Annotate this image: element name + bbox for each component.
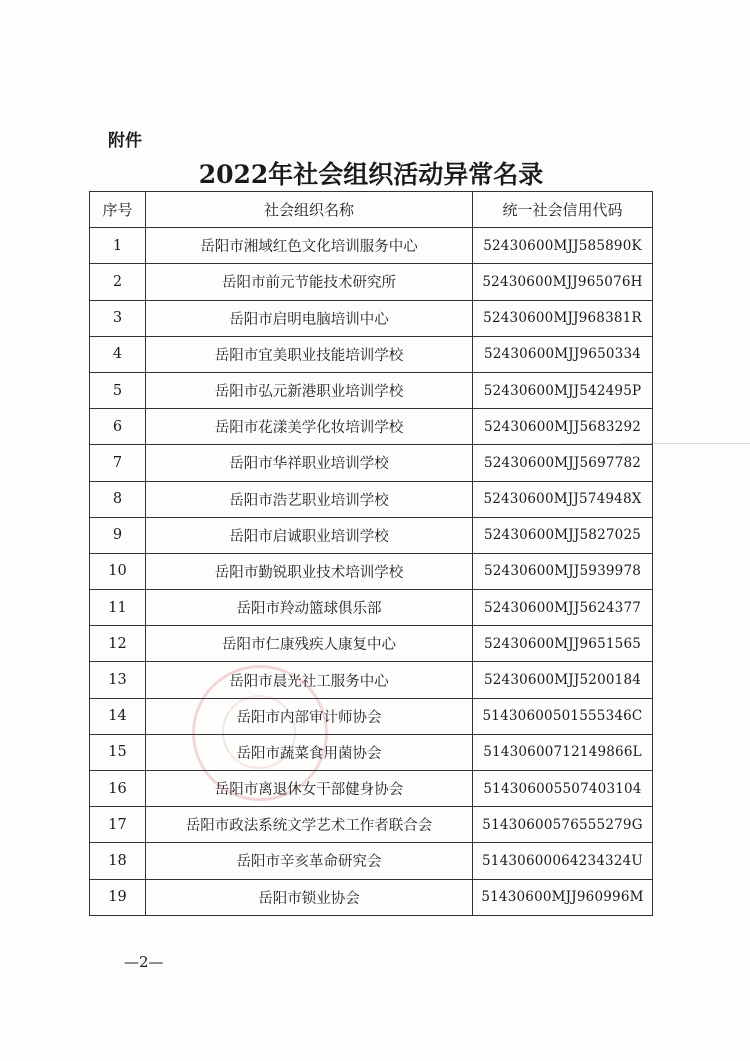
- cell-index: 10: [90, 553, 146, 589]
- table-header-row: [90, 192, 653, 228]
- cell-credit-code: 51430600576555279G: [473, 807, 653, 843]
- cell-credit-code: 52430600MJJ585890K: [473, 228, 653, 264]
- table-row: [90, 698, 653, 734]
- cell-index: 19: [90, 879, 146, 915]
- cell-credit-code: 52430600MJJ5200184: [473, 662, 653, 698]
- cell-index: 6: [90, 409, 146, 445]
- cell-credit-code: 51430600501555346C: [473, 698, 653, 734]
- table-row: [90, 734, 653, 770]
- cell-index: 18: [90, 843, 146, 879]
- table-row: [90, 626, 653, 662]
- cell-org-name: 岳阳市晨光社工服务中心: [146, 662, 473, 698]
- cell-org-name: 岳阳市启诚职业培训学校: [146, 517, 473, 553]
- cell-index: 12: [90, 626, 146, 662]
- table-row: [90, 445, 653, 481]
- cell-org-name: 岳阳市启明电脑培训中心: [146, 300, 473, 336]
- table-row: [90, 300, 653, 336]
- attachment-label: 附件: [108, 131, 142, 151]
- cell-org-name: 岳阳市前元节能技术研究所: [146, 264, 473, 300]
- abnormal-organizations-table: [89, 191, 653, 916]
- cell-credit-code: 51430600712149866L: [473, 734, 653, 770]
- cell-org-name: 岳阳市华祥职业培训学校: [146, 445, 473, 481]
- table-row: [90, 372, 653, 408]
- cell-index: 5: [90, 372, 146, 408]
- cell-index: 9: [90, 517, 146, 553]
- table-row: [90, 879, 653, 915]
- table-row: [90, 517, 653, 553]
- header-org-name: 社会组织名称: [146, 192, 473, 228]
- table-row: [90, 662, 653, 698]
- table-row: [90, 590, 653, 626]
- cell-index: 17: [90, 807, 146, 843]
- cell-credit-code: 52430600MJJ5827025: [473, 517, 653, 553]
- cell-credit-code: 52430600MJJ5697782: [473, 445, 653, 481]
- cell-credit-code: 52430600MJJ965076H: [473, 264, 653, 300]
- cell-index: 8: [90, 481, 146, 517]
- cell-org-name: 岳阳市湘域红色文化培训服务中心: [146, 228, 473, 264]
- table-row: [90, 553, 653, 589]
- cell-index: 15: [90, 734, 146, 770]
- table-row: [90, 228, 653, 264]
- cell-org-name: 岳阳市勤锐职业技术培训学校: [146, 553, 473, 589]
- cell-credit-code: 52430600MJJ9651565: [473, 626, 653, 662]
- cell-org-name: 岳阳市政法系统文学艺术工作者联合会: [146, 807, 473, 843]
- header-credit-code: 统一社会信用代码: [473, 192, 653, 228]
- table-row: [90, 807, 653, 843]
- cell-credit-code: 52430600MJJ968381R: [473, 300, 653, 336]
- table-row: [90, 264, 653, 300]
- table-row: [90, 481, 653, 517]
- cell-credit-code: 52430600MJJ542495P: [473, 372, 653, 408]
- table-row: [90, 843, 653, 879]
- table-row: [90, 771, 653, 807]
- cell-credit-code: 51430600064234324U: [473, 843, 653, 879]
- cell-org-name: 岳阳市羚动篮球俱乐部: [146, 590, 473, 626]
- cell-org-name: 岳阳市辛亥革命研究会: [146, 843, 473, 879]
- document-title: 2022年社会组织活动异常名录: [198, 160, 544, 189]
- cell-index: 2: [90, 264, 146, 300]
- cell-org-name: 岳阳市离退休女干部健身协会: [146, 771, 473, 807]
- cell-index: 7: [90, 445, 146, 481]
- cell-org-name: 岳阳市弘元新港职业培训学校: [146, 372, 473, 408]
- cell-credit-code: 52430600MJJ5683292: [473, 409, 653, 445]
- cell-org-name: 岳阳市仁康残疾人康复中心: [146, 626, 473, 662]
- page-number: —2—: [124, 953, 164, 971]
- cell-index: 1: [90, 228, 146, 264]
- cell-org-name: 岳阳市宜美职业技能培训学校: [146, 336, 473, 372]
- cell-org-name: 岳阳市蔬菜食用菌协会: [146, 734, 473, 770]
- table-row: [90, 409, 653, 445]
- table-row: [90, 336, 653, 372]
- cell-credit-code: 52430600MJJ574948X: [473, 481, 653, 517]
- cell-org-name: 岳阳市浩艺职业培训学校: [146, 481, 473, 517]
- cell-credit-code: 514306005507403104: [473, 771, 653, 807]
- cell-index: 16: [90, 771, 146, 807]
- cell-index: 4: [90, 336, 146, 372]
- cell-index: 14: [90, 698, 146, 734]
- header-index: 序号: [90, 192, 146, 228]
- cell-index: 11: [90, 590, 146, 626]
- cell-index: 3: [90, 300, 146, 336]
- cell-index: 13: [90, 662, 146, 698]
- cell-credit-code: 51430600MJJ960996M: [473, 879, 653, 915]
- cell-org-name: 岳阳市花漾美学化妆培训学校: [146, 409, 473, 445]
- cell-credit-code: 52430600MJJ5624377: [473, 590, 653, 626]
- cell-credit-code: 52430600MJJ9650334: [473, 336, 653, 372]
- cell-credit-code: 52430600MJJ5939978: [473, 553, 653, 589]
- cell-org-name: 岳阳市锁业协会: [146, 879, 473, 915]
- cell-org-name: 岳阳市内部审计师协会: [146, 698, 473, 734]
